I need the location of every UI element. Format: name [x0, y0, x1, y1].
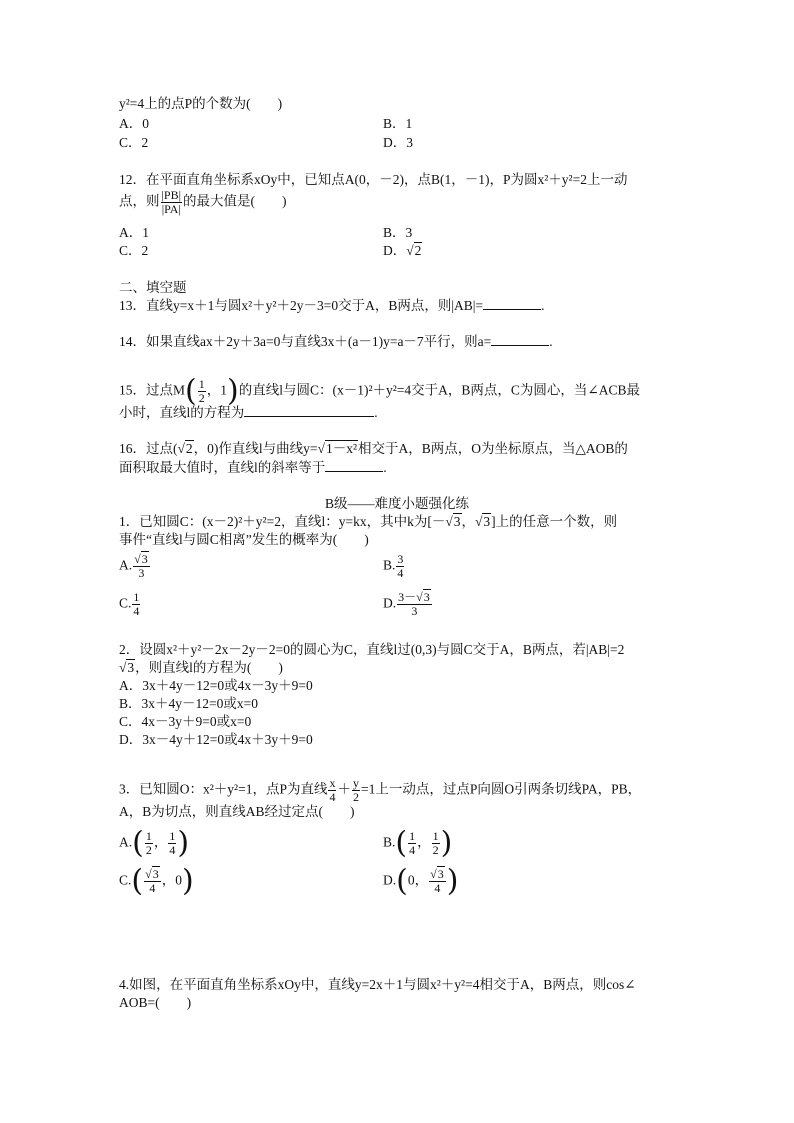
q16-end: . [383, 460, 387, 475]
b3-option-b-sep: ， [417, 834, 431, 850]
q15-line1 [119, 373, 640, 409]
sqrt-sign-icon: √3 [145, 867, 159, 881]
q16-radicand-1: 2 [185, 441, 193, 456]
right-paren-icon: ) [226, 373, 239, 409]
b3-plus: ＋ [337, 781, 351, 797]
q15-pre: 15．过点M [119, 382, 186, 398]
b1-option-d-den: 3 [411, 604, 418, 618]
section-heading-fill-in: 二、填空题 [119, 280, 187, 295]
b3-frac-x-num: x [329, 776, 336, 790]
q15-frac-den: 2 [198, 391, 205, 405]
b1-option-c-den: 4 [133, 604, 140, 618]
b1-option-b-label: B. [383, 557, 396, 573]
b1-option-d-frac [397, 591, 432, 618]
left-paren-icon: ( [396, 863, 408, 899]
b3-line1 [119, 777, 641, 804]
left-paren-icon: ( [395, 825, 408, 861]
sqrt-sign-icon: √3 [119, 660, 135, 675]
b3-option-b-frac1 [408, 830, 416, 857]
q11-option-d: D．3 [383, 135, 413, 150]
b3-frac-y-num: y [352, 776, 359, 790]
q14-answer-blank [491, 333, 549, 346]
b3-frac-x [328, 777, 336, 804]
b1-option-b [383, 553, 405, 580]
b1-option-a-den: 3 [138, 566, 145, 580]
q15-line2-text: 小时，直线l的方程为 [119, 405, 245, 420]
b1-line1-pre: 1．已知圆C：(x－2)²＋y²=2，直线l：y=kx，其中k为[－ [119, 514, 446, 529]
right-paren-icon: ) [177, 825, 190, 861]
b1-option-c-label: C. [119, 595, 132, 611]
q14-text: 14．如果直线ax＋2y＋3a=0与直线3x＋(a－1)y=a－7平行，则a= [119, 334, 492, 349]
sqrt-sign-icon: √3 [416, 590, 430, 604]
b1-option-d-num-rad: 3 [423, 590, 430, 604]
q16-line1 [119, 440, 628, 458]
b1-option-a-label: A. [119, 557, 133, 573]
sqrt-sign-icon: √3 [475, 514, 491, 529]
b3-option-c-tail: ，0 [161, 872, 182, 888]
q12-frac-num: |PB| [161, 188, 181, 202]
b3-option-a-frac1 [145, 830, 153, 857]
q16-mid: ，0)作直线l与曲线y= [193, 441, 318, 456]
q15-line2 [119, 404, 378, 422]
b1-option-d-label: D. [383, 595, 397, 611]
b2-line1: 2．设圆x²＋y²－2x－2y－2=0的圆心为C，直线l过(0,3)与圆C交于A，B两点，若|AB|=2 [119, 642, 625, 657]
b3-option-a-f1d: 2 [145, 843, 152, 857]
b1-option-b-num: 3 [397, 552, 404, 566]
q16-answer-blank [325, 459, 383, 472]
b3-option-d-rad: 3 [437, 867, 444, 881]
sqrt-sign-icon: √3 [445, 514, 461, 529]
b2-option-a: A．3x＋4y－12=0或4x－3y＋9=0 [119, 678, 313, 693]
q12-option-c: C．2 [119, 243, 149, 258]
b3-option-a [119, 825, 190, 861]
b1-option-b-den: 4 [397, 566, 404, 580]
sqrt-sign-icon: √2 [177, 441, 193, 456]
q16-radicand-2: 1－x² [325, 441, 358, 456]
sqrt-sign-icon: √1－x² [317, 441, 358, 456]
left-paren-icon: ( [185, 373, 197, 409]
b3-option-b-f2n: 1 [432, 829, 439, 843]
b1-option-a-frac [133, 553, 150, 580]
right-paren-icon: ) [440, 825, 453, 861]
q15-post: 的直线l与圆C：(x－1)²＋y²=4交于A，B两点，C为圆心，当∠ACB最 [238, 382, 640, 398]
q13-answer-blank [483, 297, 541, 310]
q16-pre: 16．过点( [119, 441, 178, 456]
b1-radicand-b: 3 [483, 514, 491, 529]
q12-option-a: A．1 [119, 225, 149, 240]
b3-pre: 3．已知圆O：x²＋y²=1，点P为直线 [119, 781, 328, 797]
b3-option-b-f1d: 4 [409, 843, 416, 857]
b1-option-a [119, 553, 151, 580]
q15-frac-num: 1 [198, 377, 205, 391]
b2-line2-text: ，则直线l的方程为( ) [135, 660, 283, 675]
b3-option-c-frac [144, 868, 161, 895]
b1-line1-mid: ， [461, 514, 475, 529]
right-paren-icon: ) [446, 863, 459, 899]
q12-option-d [383, 242, 422, 260]
q15-answer-blank [244, 404, 374, 417]
q16-line2 [119, 459, 387, 477]
b2-option-d: D．3x－4y＋12=0或4x＋3y＋9=0 [119, 732, 313, 747]
b3-option-a-frac2 [168, 830, 176, 857]
b1-line2: 事件“直线l与圆C相离”发生的概率为( ) [119, 532, 369, 547]
q15-fraction [198, 378, 206, 405]
q12-line2-post: 的最大值是( ) [182, 193, 287, 209]
q13-text: 13．直线y=x＋1与圆x²＋y²＋2y－3=0交于A，B两点，则|AB|= [119, 298, 484, 313]
b3-option-d-frac [429, 868, 446, 895]
b4-line1: 4.如图，在平面直角坐标系xOy中，直线y=2x＋1与圆x²＋y²=4相交于A，B两点，则cos∠ [119, 977, 636, 992]
b2-option-c: C．4x－3y＋9=0或x=0 [119, 714, 252, 729]
b1-line1 [119, 513, 617, 531]
b3-option-a-f2d: 4 [169, 843, 176, 857]
q11-option-c: C．2 [119, 135, 149, 150]
left-paren-icon: ( [132, 825, 144, 861]
b1-line1-post: ]上的任意一个数，则 [491, 514, 618, 529]
b1-option-d-num-pre: 3－ [398, 590, 417, 604]
b3-frac-x-den: 4 [329, 790, 336, 804]
b3-frac-y-den: 2 [352, 790, 359, 804]
b1-option-c [119, 591, 141, 618]
q11-option-b: B．1 [383, 116, 413, 131]
q16-line2-text: 面积取最大值时，直线l的斜率等于 [119, 460, 326, 475]
q13 [119, 297, 544, 315]
b1-option-c-frac [132, 591, 140, 618]
q13-end: . [541, 298, 545, 313]
b3-option-d [383, 863, 459, 899]
q11-option-a: A．0 [119, 116, 149, 131]
b3-option-c-den: 4 [149, 881, 156, 895]
b2-line2 [119, 659, 283, 677]
sqrt-sign-icon: √3 [430, 867, 444, 881]
b1-radicand-a: 3 [453, 514, 461, 529]
b3-option-b-label: B. [383, 834, 396, 850]
b3-option-a-sep: ， [153, 834, 168, 850]
b3-option-d-label: D. [383, 872, 397, 888]
q12-line2-pre: 点，则 [119, 193, 160, 209]
b3-option-a-f2n: 1 [169, 829, 176, 843]
q16-post: 相交于A，B两点，O为坐标原点，当△AOB的 [358, 441, 628, 456]
b3-option-c-rad: 3 [152, 867, 159, 881]
right-paren-icon: ) [181, 863, 194, 899]
q12-line2 [119, 189, 286, 216]
q12-option-d-label: D． [383, 243, 407, 258]
b1-option-c-num: 1 [133, 590, 140, 604]
q14-end: . [549, 334, 553, 349]
b3-option-a-label: A. [119, 834, 133, 850]
q12-frac-den: |PA| [161, 202, 181, 216]
b1-option-d [383, 591, 433, 618]
b3-post: =1上一动点，过点P向圆O引两条切线PA，PB， [360, 781, 642, 797]
q11-stem: y²=4上的点P的个数为( ) [119, 96, 283, 111]
left-paren-icon: ( [131, 863, 144, 899]
q12-line1: 12．在平面直角坐标系xOy中，已知点A(0，－2)，点B(1，－1)，P为圆x²＋y²=2上一动 [119, 172, 628, 187]
b3-option-d-head: 0， [407, 872, 429, 888]
b3-option-b [383, 825, 453, 861]
b3-option-a-f1n: 1 [145, 829, 152, 843]
q14 [119, 333, 553, 351]
section-heading-b-level: B级——难度小题强化练 [324, 496, 469, 511]
b3-option-b-f1n: 1 [409, 829, 416, 843]
b3-option-b-frac2 [432, 830, 440, 857]
q15-mid: ，1 [206, 382, 227, 398]
b3-option-d-den: 4 [434, 881, 441, 895]
q12-option-b: B．3 [383, 225, 413, 240]
b4-line2: AOB=( ) [119, 995, 192, 1010]
b1-option-b-frac [396, 553, 404, 580]
b3-frac-y [352, 777, 360, 804]
sqrt-sign-icon: √3 [134, 552, 148, 566]
b2-radicand: 3 [127, 660, 135, 675]
b3-option-b-f2d: 2 [432, 843, 439, 857]
b3-option-c-label: C. [119, 872, 132, 888]
b2-option-b: B．3x＋4y－12=0或x=0 [119, 696, 258, 711]
b3-line2: A，B为切点，则直线AB经过定点( ) [119, 804, 355, 819]
q12-fraction [161, 189, 182, 216]
q12-option-d-radicand: 2 [414, 243, 422, 258]
q15-end: . [374, 405, 378, 420]
b3-option-c [119, 863, 194, 899]
sqrt-sign-icon: √2 [406, 243, 422, 258]
b1-option-a-num: 3 [141, 552, 148, 566]
